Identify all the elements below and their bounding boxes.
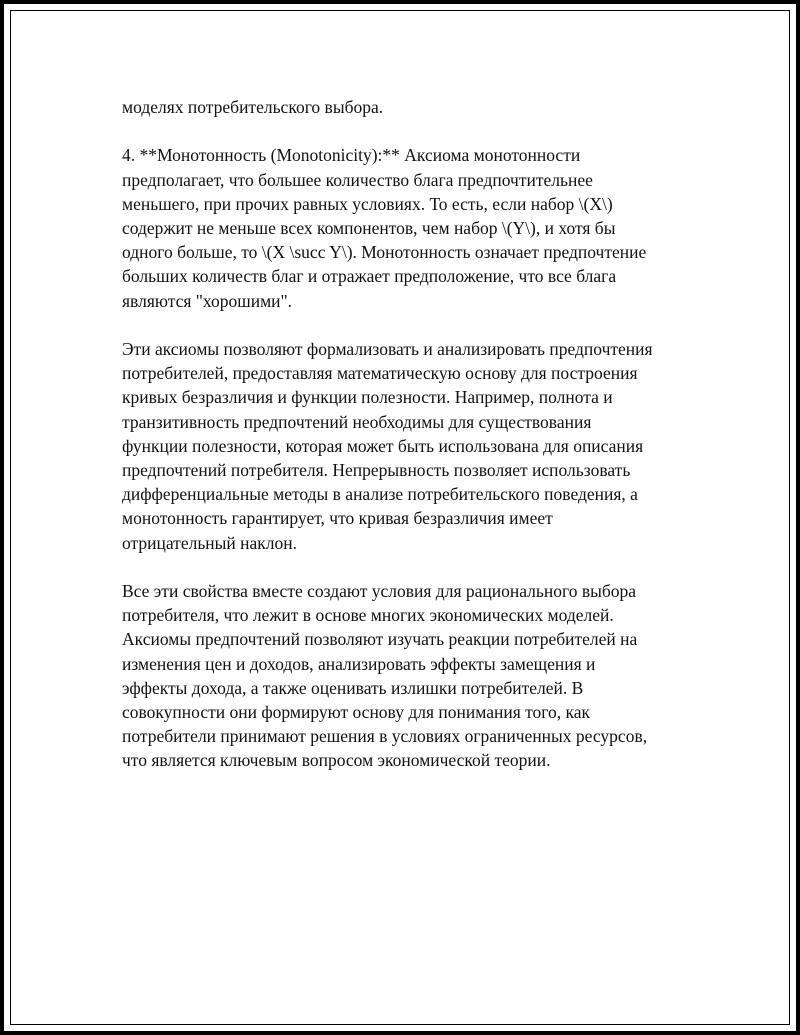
text-line: изменения цен и доходов, анализировать эффекты замещения и — [122, 653, 596, 674]
text-line: предпочтений потребителя. Непрерывность позволяет использовать — [122, 460, 631, 481]
text-line: одного больше, то \(X \succ Y\). Монотонность означает предпочтение — [122, 242, 647, 263]
text-line: Эти аксиомы позволяют формализовать и анализировать предпочтения — [122, 339, 653, 359]
text-line: транзитивность предпочтений необходимы для существования — [122, 411, 592, 432]
document-body — [122, 95, 702, 797]
text-line: меньшего, при прочих равных условиях. То есть, если набор \(X\) — [122, 193, 613, 214]
text-line: Все эти свойства вместе создают условия для рационального выбора — [122, 581, 637, 602]
text-line: монотонность гарантирует, что кривая безразличия имеет — [122, 508, 553, 529]
text-line: потребителей, предоставляя математическую основу для построения — [122, 363, 638, 384]
text-line: эффекты дохода, а также оценивать излишки потребителей. В — [122, 677, 584, 698]
text-line: содержит не меньше всех компонентов, чем набор \(Y\), и хотя бы — [122, 218, 616, 238]
text-line: потребители принимают решения в условиях ограниченных ресурсов, — [122, 726, 648, 747]
paragraph-1 — [122, 95, 702, 119]
text-line: совокупности они формируют основу для понимания того, как — [122, 702, 591, 723]
text-line: 4. **Монотонность (Monotonicity):** Аксиома монотонности — [122, 145, 581, 166]
paragraph-3 — [122, 337, 702, 555]
text-line: Аксиомы предпочтений позволяют изучать реакции потребителей на — [122, 629, 638, 650]
text-line: что является ключевым вопросом экономической теории. — [122, 750, 551, 771]
text-line: кривых безразличия и функции полезности. Например, полнота и — [122, 387, 613, 408]
text-line: потребителя, что лежит в основе многих экономических моделей. — [122, 605, 614, 626]
text-line: дифференциальные методы в анализе потребительского поведения, а — [122, 484, 638, 505]
text-line: являются "хорошими". — [122, 290, 293, 311]
paragraph-2 — [122, 143, 702, 312]
paragraph-4 — [122, 579, 702, 773]
text-line: функции полезности, которая может быть использована для описания — [122, 435, 644, 456]
text-line: отрицательный наклон. — [122, 532, 298, 553]
text-line: больших количеств благ и отражает предположение, что все блага — [122, 266, 617, 287]
text-line: предполагает, что большее количество блага предпочтительнее — [122, 169, 593, 190]
text-line: моделях потребительского выбора. — [122, 97, 384, 117]
